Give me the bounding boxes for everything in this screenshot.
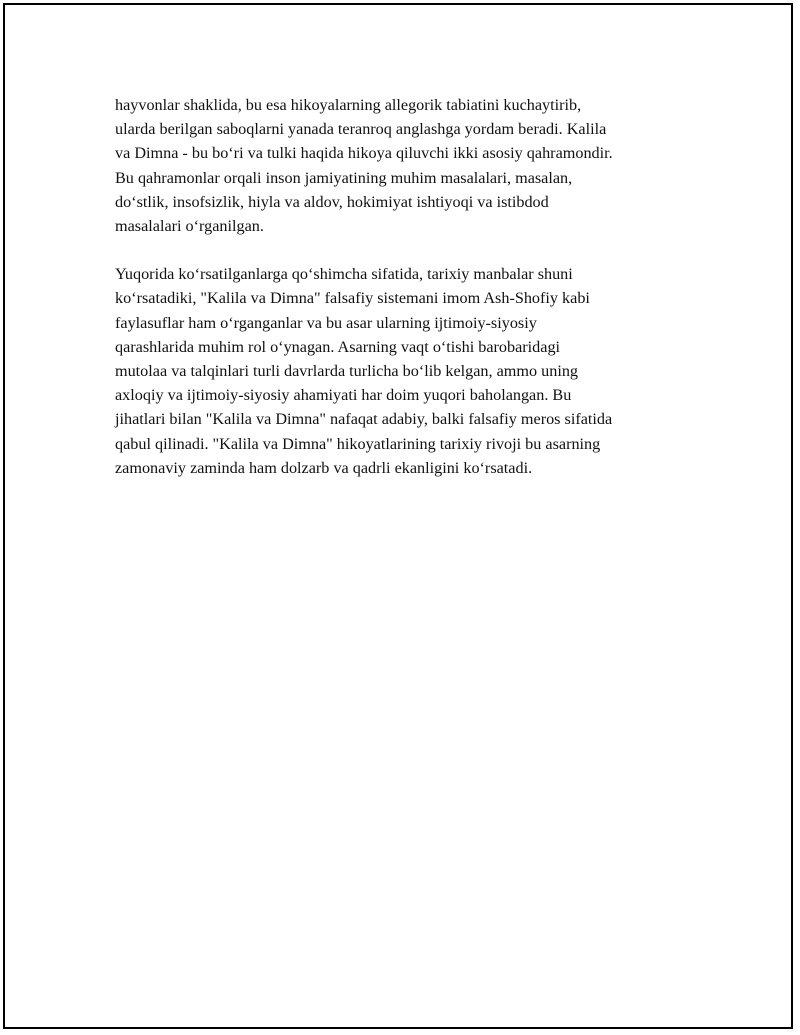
text-line: Bu qahramonlar orqali inson jamiyatining muhim masalalari, masalan, [115,168,573,187]
paragraph-1 [115,93,705,238]
text-line: Yuqorida ko‘rsatilganlarga qo‘shimcha sifatida, tarixiy manbalar shuni [115,265,573,284]
text-line: ularda berilgan saboqlarni yanada teranroq anglashga yordam beradi. Kalila [115,120,607,139]
text-line: qabul qilinadi. "Kalila va Dimna" hikoyatlarining tarixiy rivoji bu asarning [115,434,601,453]
text-line: qarashlarida muhim rol o‘ynagan. Asarning vaqt o‘tishi barobaridagi [115,337,561,356]
document-body [115,93,705,480]
paragraph-2 [115,262,705,480]
text-line: hayvonlar shaklida, bu esa hikoyalarning allegorik tabiatini kuchaytirib, [115,96,582,114]
text-line: ko‘rsatadiki, "Kalila va Dimna" falsafiy sistemani imom Ash-Shofiy kabi [115,289,590,308]
text-line: jihatlari bilan "Kalila va Dimna" nafaqat adabiy, balki falsafiy meros sifatida [115,410,613,429]
text-line: axloqiy va ijtimoiy-siyosiy ahamiyati har doim yuqori baholangan. Bu [115,386,572,405]
text-line: faylasuflar ham o‘rganganlar va bu asar ularning ijtimoiy-siyosiy [115,313,537,332]
text-line: zamonaviy zaminda ham dolzarb va qadrli ekanligini ko‘rsatadi. [115,458,533,477]
text-line: masalalari o‘rganilgan. [115,217,264,236]
text-line: do‘stlik, insofsizlik, hiyla va aldov, hokimiyat ishtiyoqi va istibdod [115,192,549,211]
text-line: mutolaa va talqinlari turli davrlarda turlicha bo‘lib kelgan, ammo uning [115,362,579,381]
text-line: va Dimna - bu bo‘ri va tulki haqida hikoya qiluvchi ikki asosiy qahramondir. [115,144,613,163]
